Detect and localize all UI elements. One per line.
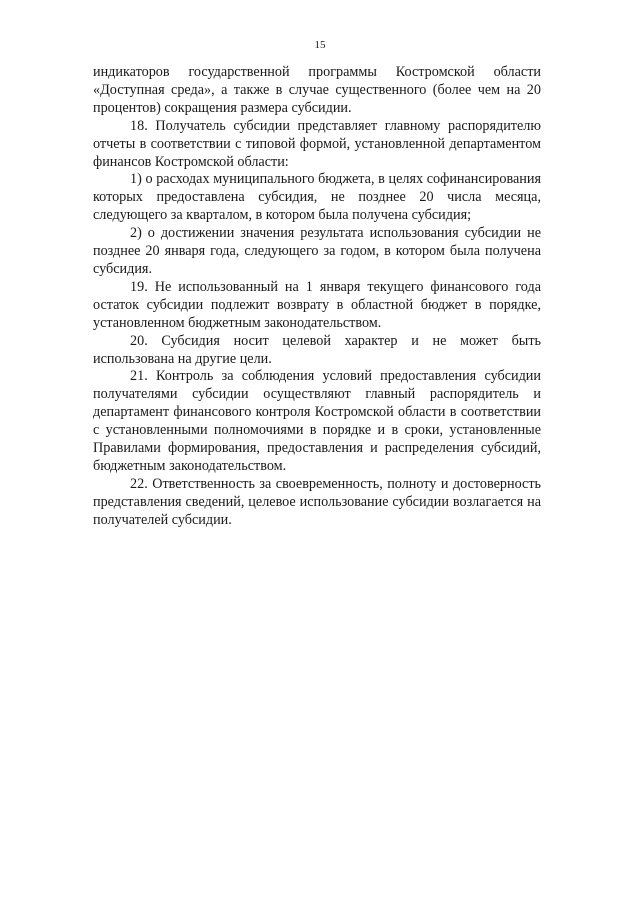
document-body	[93, 64, 541, 530]
paragraph-continuation: индикаторов государственной программы Костромской области «Доступная среда», а также в случае существенного (более чем на 20 процентов) сокращения размера субсидии.	[93, 64, 541, 116]
paragraph-20: 20. Субсидия носит целевой характер и не может быть использована на другие цели.	[93, 332, 541, 367]
page-number: 15	[314, 39, 326, 51]
paragraph-18-item-1: 1) о расходах муниципального бюджета, в целях софинансирования которых предоставлена субсидия, не позднее 20 числа месяца, следующего за кварталом, в котором была получена субсидия;	[93, 171, 541, 224]
paragraph-22: 22. Ответственность за своевременность, полноту и достоверность представления сведений, целевое использование субсидии возлагается на получателей субсидии.	[93, 475, 541, 528]
paragraph-19: 19. Не использованный на 1 января текущего финансового года остаток субсидии подлежит возврату в областной бюджет в порядке, установленном бюджетным законодательством.	[93, 278, 541, 331]
paragraph-18-item-2: 2) о достижении значения результата использования субсидии не позднее 20 января года, следующего за годом, в котором была получена субсидия.	[93, 225, 541, 277]
paragraph-21: 21. Контроль за соблюдения условий предоставления субсидии получателями субсидии осуществляют главный распорядитель и департамент финансового контроля Костромской области в соответствии с установленными полномочиями в порядке и в сроки, установленные Правилами формирования, предоставления и распределения субсидий, бюджетным законодательством.	[93, 368, 541, 474]
paragraph-18: 18. Получатель субсидии представляет главному распорядителю отчеты в соответствии с типовой формой, установленной департаментом финансов Костромской области:	[93, 117, 541, 170]
